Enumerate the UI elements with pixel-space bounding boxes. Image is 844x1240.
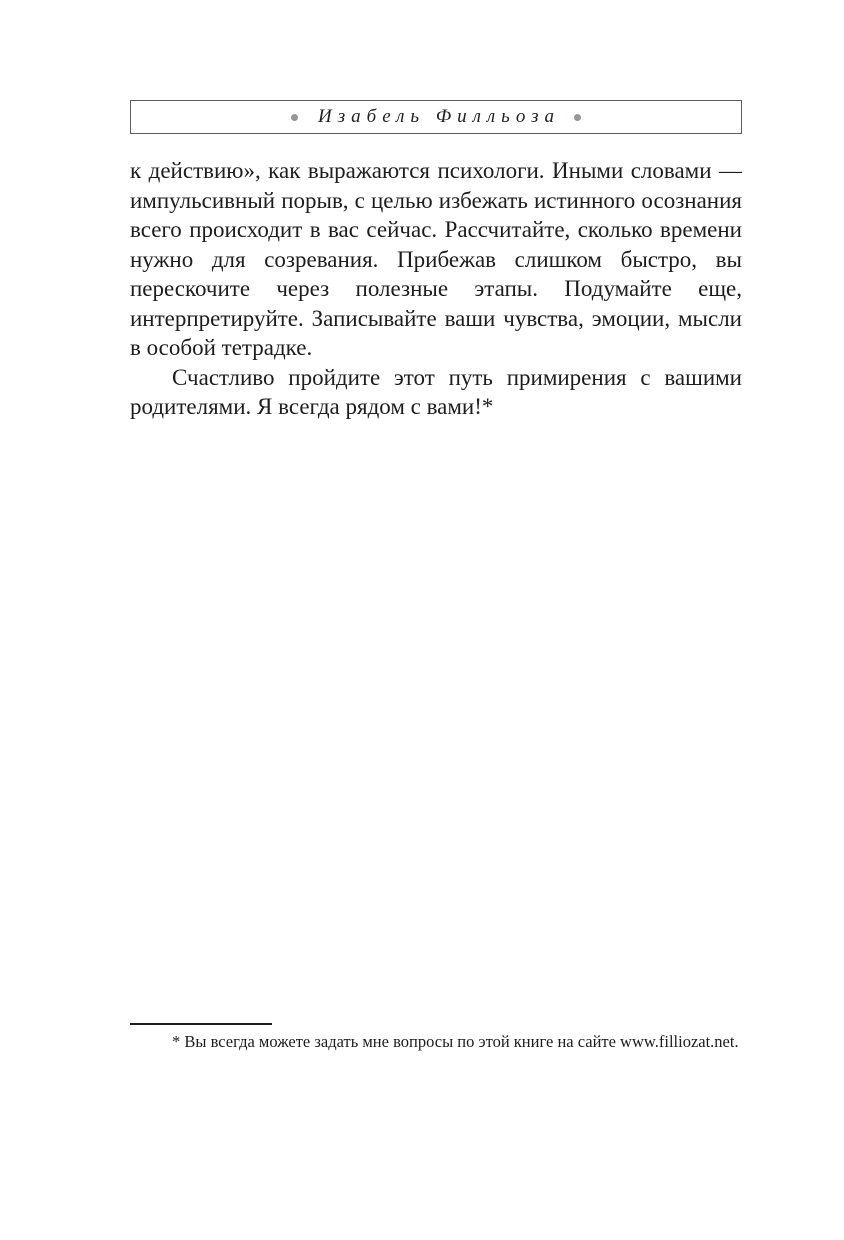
- header-bullet-right: [574, 114, 581, 121]
- paragraph-continuation: к действию», как выражаются психологи. Иными словами — импульсивный порыв, с целью избежать истинного осознания всего происходит в вас сейчас. Рассчитайте, сколько времени нужно для созревания. Прибежав слишком быстро, вы перескочите через полезные этапы. Подумайте еще, интерпретируйте. Записывайте ваши чувства, эмоции, мысли в особой тетрадке.: [130, 158, 742, 360]
- paragraph-closing: Счастливо пройдите этот путь примирения с вашими родителями. Я всегда рядом с вами!*: [130, 364, 742, 419]
- header-author-name: Изабель Филльоза: [318, 106, 560, 127]
- main-text: [130, 156, 742, 422]
- footnote-separator: [130, 1023, 272, 1025]
- running-header: [130, 100, 742, 134]
- header-bullet-left: [291, 114, 298, 121]
- footnote: * Вы всегда можете задать мне вопросы по этой книге на сайте www.filliozat.net.: [172, 1032, 739, 1051]
